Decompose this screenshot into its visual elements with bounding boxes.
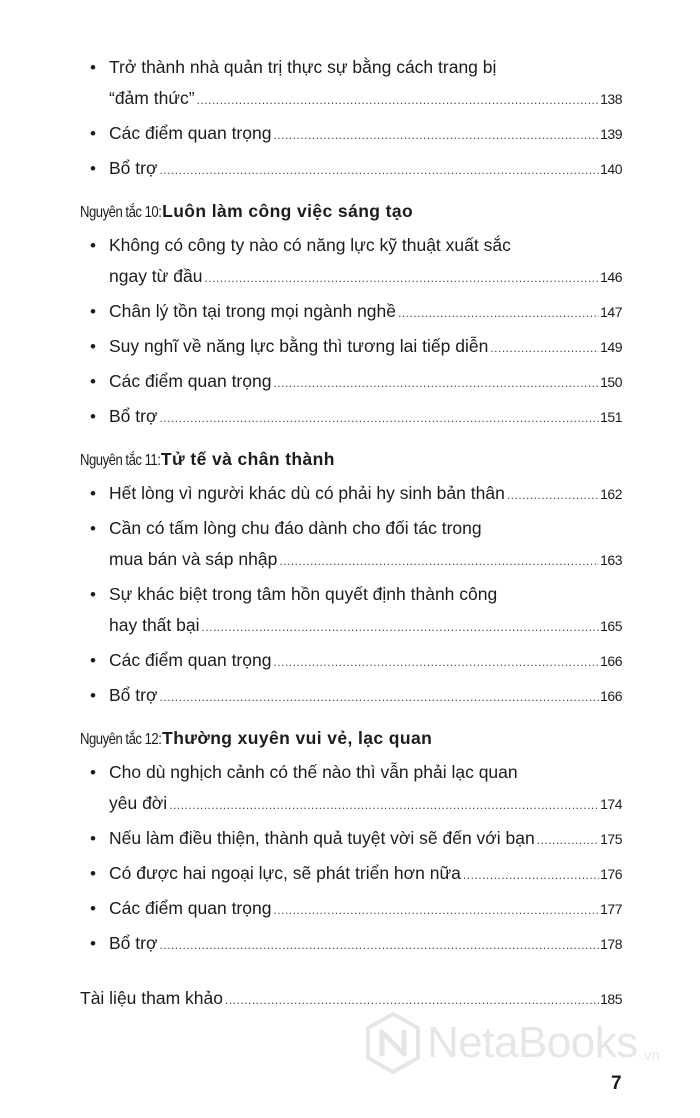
entry-text: Bổ trợ <box>109 685 158 705</box>
leader-dots <box>201 612 599 643</box>
section-heading[interactable] <box>80 723 622 755</box>
entry-last-line <box>109 823 622 856</box>
leader-dots <box>197 85 600 116</box>
entry-text: Bổ trợ <box>109 406 158 426</box>
entry-last-line <box>109 788 622 821</box>
entry-last-line <box>109 858 622 891</box>
leader-dots <box>537 825 599 856</box>
page-ref: 166 <box>600 653 622 669</box>
entry-text: Các điểm quan trọng <box>109 650 272 670</box>
page-number: 7 <box>611 1073 622 1094</box>
page-ref: 178 <box>600 936 622 952</box>
bullet-icon: • <box>90 651 96 670</box>
toc-entry[interactable] <box>80 52 622 116</box>
toc-entry[interactable] <box>80 645 622 678</box>
toc-entry[interactable] <box>80 928 622 961</box>
leader-dots <box>204 263 599 294</box>
leader-dots <box>159 682 599 713</box>
page-ref: 140 <box>600 161 622 177</box>
entry-text: Nếu làm điều thiện, thành quả tuyệt vời sẽ đến với bạn <box>109 828 535 848</box>
leader-dots <box>273 120 599 151</box>
section-11 <box>80 444 622 713</box>
toc-entry[interactable] <box>80 579 622 643</box>
entry-last-line <box>109 296 622 329</box>
references-label: Tài liệu tham khảo <box>80 988 223 1008</box>
section-number: Nguyên tắc 11: <box>80 452 161 469</box>
entry-text: Các điểm quan trọng <box>109 371 272 391</box>
entry-last-line <box>109 118 622 151</box>
toc-entry[interactable] <box>80 153 622 186</box>
entry-last-line <box>109 261 622 294</box>
section-title: Thường xuyên vui vẻ, lạc quan <box>162 728 433 748</box>
section-12 <box>80 723 622 961</box>
page-ref: 177 <box>600 901 622 917</box>
toc-entry[interactable] <box>80 513 622 577</box>
bullet-icon: • <box>90 585 96 604</box>
leader-dots <box>279 546 599 577</box>
entry-text: Các điểm quan trọng <box>109 123 272 143</box>
watermark-suffix: .vn <box>639 1047 660 1064</box>
leader-dots <box>159 930 599 961</box>
leader-dots <box>159 403 599 434</box>
entry-text: ngay từ đầu <box>109 266 203 286</box>
watermark <box>365 1012 660 1074</box>
bullet-icon: • <box>90 864 96 883</box>
entry-line: Cần có tấm lòng chu đáo dành cho đối tác trong <box>109 518 482 538</box>
page-ref: 174 <box>600 796 622 812</box>
bullet-icon: • <box>90 159 96 178</box>
toc-entry[interactable] <box>80 893 622 926</box>
toc-entry[interactable] <box>80 757 622 821</box>
page-ref: 138 <box>600 91 622 107</box>
toc-entry[interactable] <box>80 366 622 399</box>
entry-text: Bổ trợ <box>109 158 158 178</box>
entry-last-line <box>109 331 622 364</box>
bullet-icon: • <box>90 686 96 705</box>
leader-dots <box>507 480 599 511</box>
bullet-icon: • <box>90 763 96 782</box>
entry-last-line <box>109 680 622 713</box>
entry-text: yêu đời <box>109 793 168 813</box>
entry-last-line <box>109 928 622 961</box>
entry-text: Chân lý tồn tại trong mọi ngành nghề <box>109 301 396 321</box>
toc-entry[interactable] <box>80 118 622 151</box>
toc-entry[interactable] <box>80 296 622 329</box>
entry-text: Bổ trợ <box>109 933 158 953</box>
page-ref: 146 <box>600 269 622 285</box>
entry-line: Sự khác biệt trong tâm hồn quyết định thành công <box>109 584 498 604</box>
entry-last-line <box>109 610 622 643</box>
toc-entry[interactable] <box>80 230 622 294</box>
section-10 <box>80 196 622 434</box>
bullet-icon: • <box>90 372 96 391</box>
top-items <box>80 52 622 186</box>
entry-line: Không có công ty nào có năng lực kỹ thuật xuất sắc <box>109 235 511 255</box>
page-ref: 149 <box>600 339 622 355</box>
page-ref: 185 <box>600 991 622 1007</box>
leader-dots <box>273 368 599 399</box>
table-of-contents <box>80 52 622 1016</box>
entry-text: hay thất bại <box>109 615 200 635</box>
page-ref: 150 <box>600 374 622 390</box>
section-heading[interactable] <box>80 196 622 228</box>
entry-last-line <box>109 401 622 434</box>
leader-dots <box>273 895 599 926</box>
section-heading[interactable] <box>80 444 622 476</box>
bullet-icon: • <box>90 829 96 848</box>
leader-dots <box>159 155 599 186</box>
entry-text: Có được hai ngoại lực, sẽ phát triển hơn nữa <box>109 863 461 883</box>
entry-last-line <box>109 645 622 678</box>
leader-dots <box>463 860 599 891</box>
bullet-icon: • <box>90 899 96 918</box>
entry-last-line <box>109 478 622 511</box>
leader-dots <box>273 647 599 678</box>
bullet-icon: • <box>90 934 96 953</box>
toc-entry[interactable] <box>80 858 622 891</box>
page-ref: 151 <box>600 409 622 425</box>
page-ref: 165 <box>600 618 622 634</box>
leader-dots <box>169 790 599 821</box>
bullet-icon: • <box>90 407 96 426</box>
section-number: Nguyên tắc 12: <box>80 731 162 748</box>
entry-last-line <box>109 893 622 926</box>
entry-last-line <box>109 544 622 577</box>
toc-entry[interactable] <box>80 680 622 713</box>
page-ref: 162 <box>600 486 622 502</box>
bullet-icon: • <box>90 519 96 538</box>
toc-entry[interactable] <box>80 401 622 434</box>
bullet-icon: • <box>90 302 96 321</box>
watermark-brand: NetaBooks <box>427 1018 638 1067</box>
toc-entry[interactable] <box>80 478 622 511</box>
entry-text: Các điểm quan trọng <box>109 898 272 918</box>
entry-line: Cho dù nghịch cảnh có thế nào thì vẫn phải lạc quan <box>109 762 518 782</box>
bullet-icon: • <box>90 484 96 503</box>
entry-last-line <box>109 83 622 116</box>
page-ref: 175 <box>600 831 622 847</box>
entry-line: Trở thành nhà quản trị thực sự bằng cách trang bị <box>109 57 497 77</box>
netabooks-logo-icon <box>365 1012 421 1074</box>
leader-dots <box>398 298 599 329</box>
toc-entry[interactable] <box>80 331 622 364</box>
entry-last-line <box>109 153 622 186</box>
page-ref: 147 <box>600 304 622 320</box>
toc-entry[interactable] <box>80 823 622 856</box>
entry-text: mua bán và sáp nhập <box>109 549 278 569</box>
page-ref: 166 <box>600 688 622 704</box>
section-title: Luôn làm công việc sáng tạo <box>162 201 414 221</box>
leader-dots <box>490 333 599 364</box>
entry-text: Suy nghĩ về năng lực bằng thì tương lai tiếp diễn <box>109 336 489 356</box>
bullet-icon: • <box>90 236 96 255</box>
page-ref: 176 <box>600 866 622 882</box>
entry-text: “đảm thức” <box>109 88 195 108</box>
page-ref: 139 <box>600 126 622 142</box>
bullet-icon: • <box>90 58 96 77</box>
bullet-icon: • <box>90 337 96 356</box>
entry-last-line <box>109 366 622 399</box>
section-number: Nguyên tắc 10: <box>80 204 162 221</box>
bullet-icon: • <box>90 124 96 143</box>
page-ref: 163 <box>600 552 622 568</box>
section-title: Tử tế và chân thành <box>160 449 335 469</box>
entry-text: Hết lòng vì người khác dù có phải hy sinh bản thân <box>109 483 505 503</box>
